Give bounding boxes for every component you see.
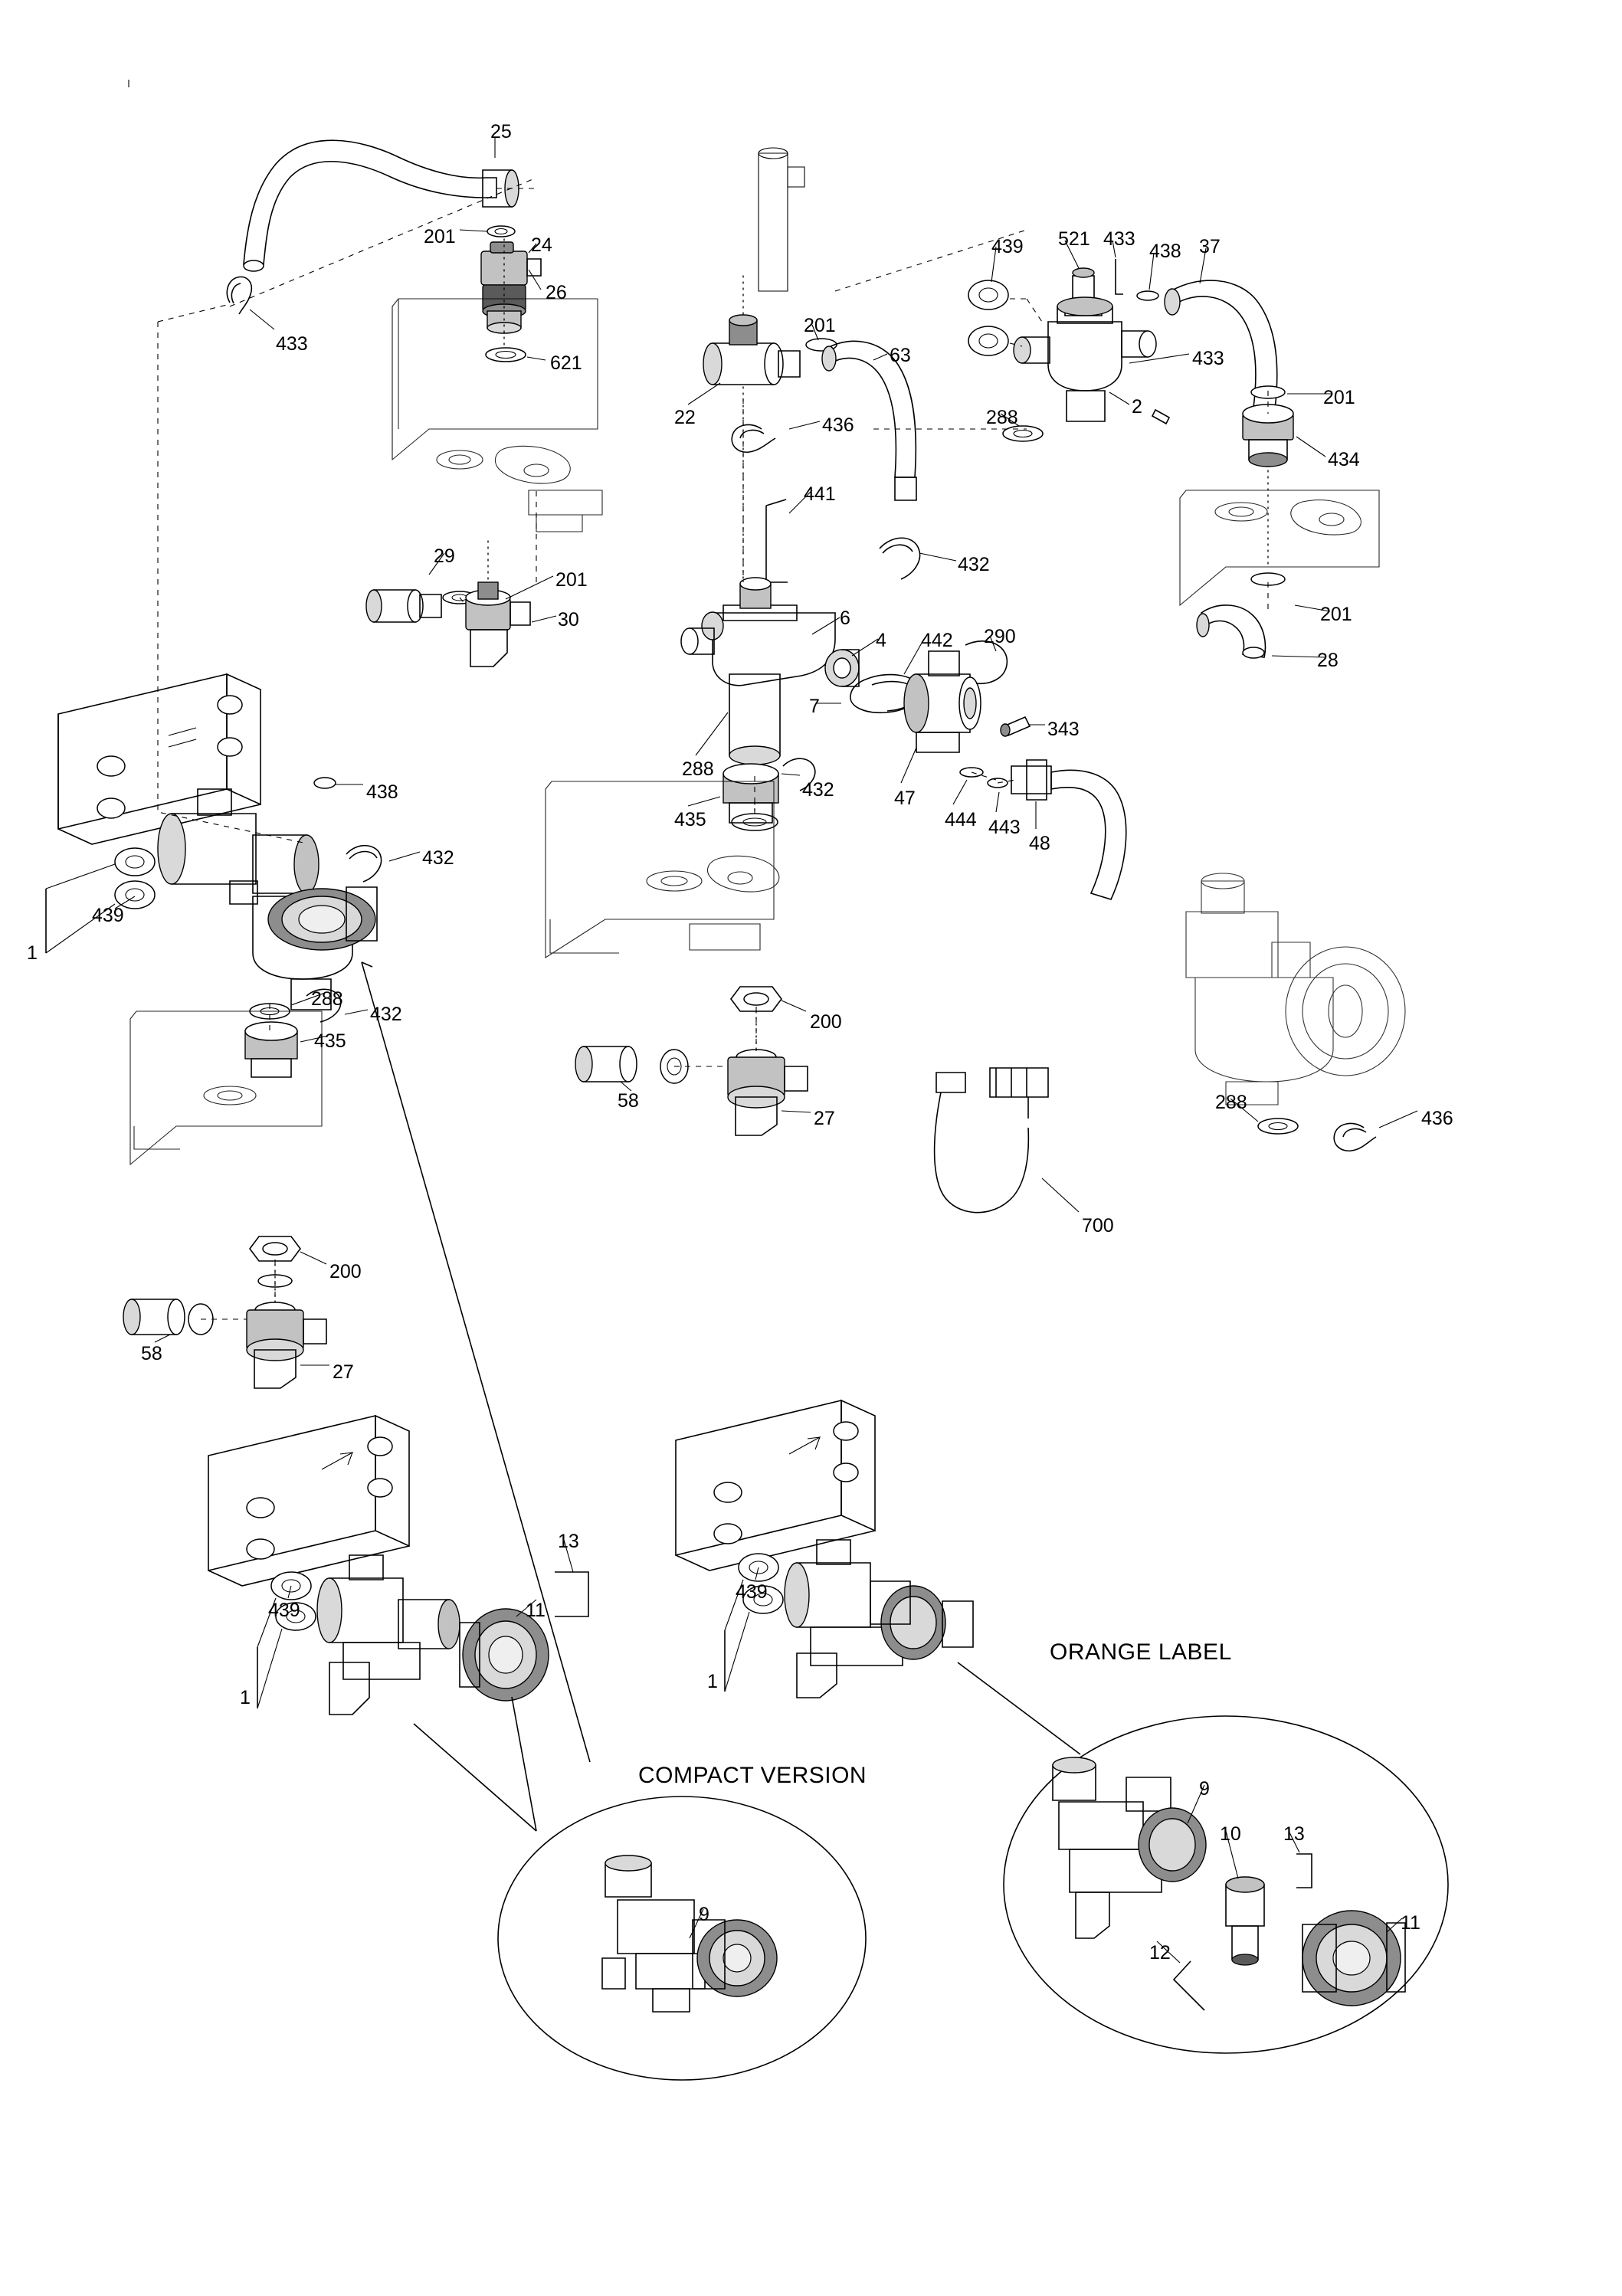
callout-label: 290 — [984, 626, 1016, 647]
part-pin-433b — [1116, 259, 1123, 294]
callout-label: 13 — [1283, 1823, 1305, 1845]
callout-label: 4 — [876, 630, 886, 651]
callout-label: 200 — [329, 1261, 362, 1282]
part-fitting-58a — [575, 1046, 637, 1082]
part-washer-438b — [314, 778, 336, 788]
callout-label: 63 — [890, 345, 911, 366]
callout-label: 201 — [555, 569, 588, 591]
callout-label: 288 — [986, 407, 1018, 428]
part-ring-4 — [825, 650, 859, 686]
part-rod-441 — [766, 506, 788, 582]
callout-label: 9 — [699, 1904, 709, 1925]
callout-label: 435 — [314, 1030, 346, 1052]
part-screw-small — [1152, 410, 1169, 424]
callout-label: 25 — [490, 121, 512, 142]
part-nut-200b — [250, 1236, 300, 1261]
callout-label: 438 — [366, 781, 398, 803]
callout-label: 432 — [370, 1004, 402, 1025]
callout-label: 288 — [682, 758, 714, 780]
bracket-upper-left — [392, 299, 602, 532]
detail-compact-assembly — [602, 1855, 777, 2012]
callout-label: 27 — [333, 1361, 354, 1383]
callout-label: 58 — [618, 1090, 639, 1112]
callout-label: 444 — [945, 809, 977, 830]
callout-label: 439 — [991, 236, 1024, 257]
part-heat-exchanger-lower-left — [208, 1416, 409, 1586]
callout-label: 22 — [674, 407, 696, 428]
part-valve-22 — [703, 315, 800, 385]
callout-label: 621 — [550, 352, 582, 374]
part-pipe-25 — [244, 140, 519, 271]
part-valve-27b — [247, 1302, 326, 1388]
part-clip-13a — [555, 1572, 588, 1616]
callout-label: 439 — [736, 1581, 768, 1603]
part-cable-700 — [935, 1068, 1048, 1213]
callout-label: 433 — [276, 333, 308, 355]
callout-label: 1 — [240, 1687, 251, 1708]
part-pipe-28 — [1197, 605, 1265, 658]
callout-label: 434 — [1328, 449, 1360, 470]
assembly-lower-center — [785, 1540, 973, 1698]
part-valve-27a — [728, 1050, 808, 1135]
callout-label: 201 — [1323, 387, 1355, 408]
callout-label: 436 — [1421, 1108, 1453, 1129]
assembly-pump-upper-left — [158, 789, 377, 1010]
callout-label: 432 — [802, 779, 834, 801]
part-fitting-48 — [1011, 760, 1126, 899]
callout-label: 432 — [958, 554, 990, 575]
callout-label: 30 — [558, 609, 579, 630]
callout-label: 201 — [1320, 604, 1352, 625]
part-clip-433a — [227, 277, 251, 314]
part-clip-436a — [732, 424, 775, 452]
callout-label: 441 — [804, 483, 836, 505]
callout-label: 13 — [558, 1531, 579, 1552]
bracket-mid-center — [546, 781, 779, 958]
callout-label: 436 — [822, 414, 854, 436]
callout-label: 47 — [894, 788, 916, 809]
callout-label: 24 — [531, 234, 552, 256]
detail-ellipse-compact — [498, 1797, 866, 2080]
callout-label: 439 — [92, 905, 124, 926]
callout-label: 201 — [424, 226, 456, 247]
diagram-caption: COMPACT VERSION — [638, 1763, 867, 1788]
part-fitting-29 — [366, 590, 441, 622]
diagram-caption: ORANGE LABEL — [1050, 1639, 1232, 1665]
callout-label: 58 — [141, 1343, 162, 1364]
part-valve-30 — [466, 582, 530, 667]
callout-label: 521 — [1058, 228, 1090, 250]
bracket-upper-right — [1180, 490, 1379, 605]
callout-label: 29 — [434, 545, 455, 567]
part-clip-432a — [880, 538, 920, 579]
callout-label: 439 — [268, 1600, 300, 1621]
part-screw-343 — [1001, 717, 1030, 736]
callout-label: 10 — [1220, 1823, 1241, 1845]
callout-label: 9 — [1199, 1778, 1210, 1800]
part-washer-438a — [1137, 291, 1158, 300]
vertical-tube-top — [759, 148, 804, 291]
callout-label: 7 — [809, 696, 820, 717]
part-clip-436b — [1334, 1123, 1376, 1151]
part-fitting-58b — [123, 1299, 185, 1335]
callout-label: 11 — [1401, 1912, 1420, 1934]
part-fitting-435b — [245, 1022, 297, 1077]
callout-label: 433 — [1103, 228, 1135, 250]
callout-label: 28 — [1317, 650, 1339, 671]
leader-lines — [158, 178, 1268, 1762]
callout-label: 700 — [1082, 1215, 1114, 1236]
callout-label: 27 — [814, 1108, 835, 1129]
detail-orange-assembly — [1053, 1757, 1405, 2010]
part-manifold-6 — [681, 578, 835, 765]
callout-label: 1 — [707, 1671, 718, 1692]
callout-label: 1 — [27, 942, 38, 964]
callout-label: 48 — [1029, 833, 1050, 854]
callout-label: 2 — [1132, 396, 1142, 418]
callout-label: 343 — [1047, 719, 1080, 740]
part-434 — [1243, 405, 1293, 467]
callout-label: 433 — [1192, 348, 1224, 369]
callout-label: 442 — [921, 630, 953, 651]
callout-label: 288 — [1215, 1092, 1247, 1113]
callout-label: 435 — [674, 809, 706, 830]
callout-label: 443 — [988, 817, 1021, 838]
callout-label: 201 — [804, 315, 836, 336]
callout-label: 6 — [840, 608, 850, 629]
callout-label: 438 — [1149, 241, 1181, 262]
callout-label: 37 — [1199, 236, 1221, 257]
part-heat-exchanger-lower-center — [676, 1400, 875, 1571]
callout-label: 432 — [422, 847, 454, 869]
callout-label: 11 — [526, 1600, 546, 1621]
callout-label: 288 — [311, 988, 343, 1010]
part-heat-exchanger-upper — [58, 674, 261, 844]
assembly-lower-left — [317, 1555, 549, 1715]
callout-label: 12 — [1149, 1942, 1171, 1964]
part-sensor-47 — [904, 651, 981, 752]
callout-label: 26 — [546, 282, 567, 303]
pump-ghost-right — [1186, 873, 1405, 1105]
callout-label: 200 — [810, 1011, 842, 1033]
